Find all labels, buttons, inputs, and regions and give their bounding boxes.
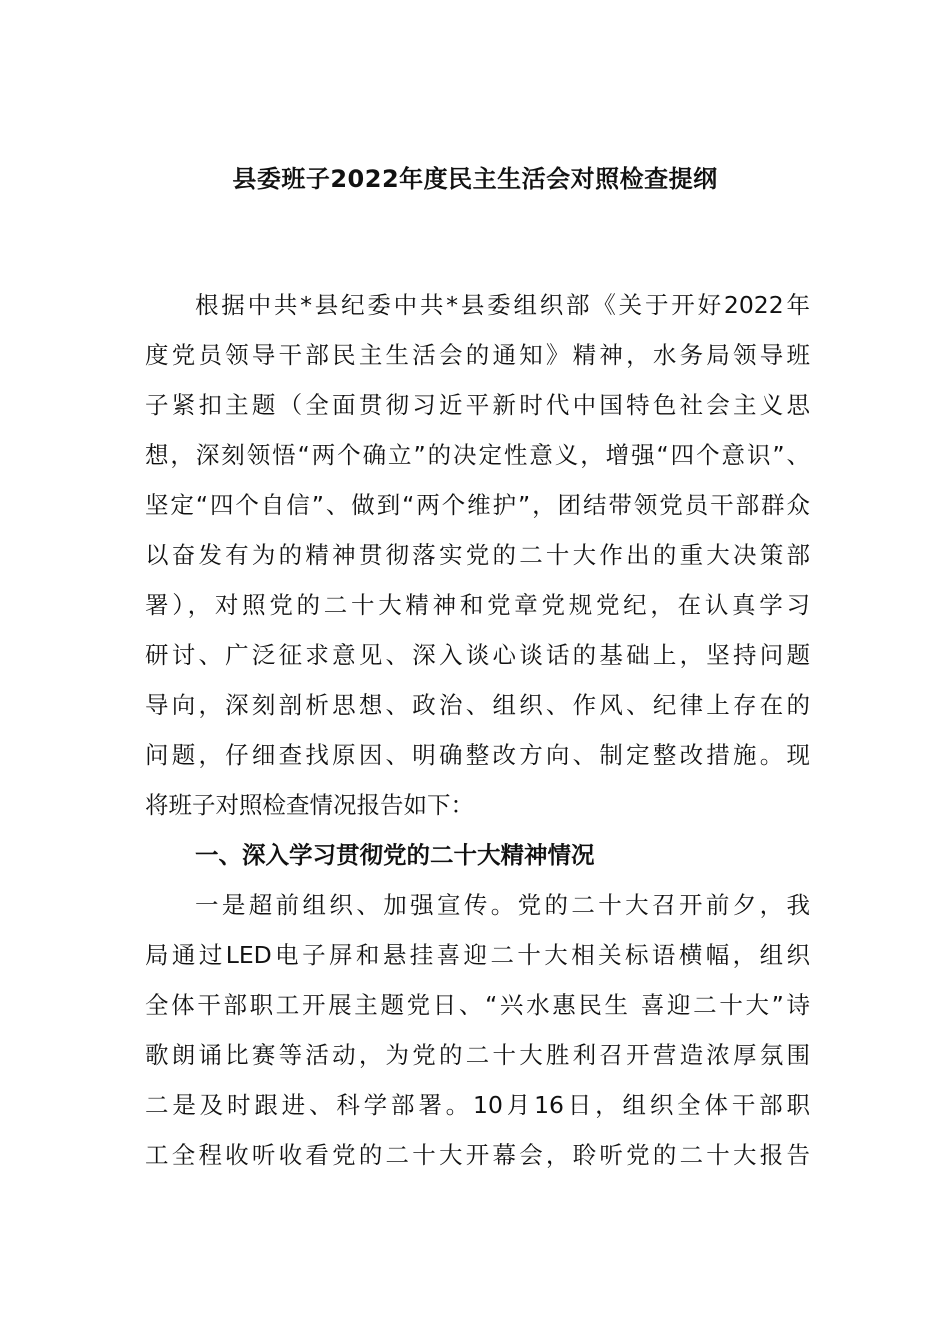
paragraph-line: 问题，仔细查找原因、明确整改方向、制定整改措施。现	[145, 741, 810, 769]
paragraph-line: 以奋发有为的精神贯彻落实党的二十大作出的重大决策部	[145, 541, 810, 569]
paragraph-line: 歌朗诵比赛等活动，为党的二十大胜利召开营造浓厚氛围	[145, 1041, 810, 1069]
paragraph-line: 导向，深刻剖析思想、政治、组织、作风、纪律上存在的	[145, 691, 810, 719]
paragraph-line: 研讨、广泛征求意见、深入谈心谈话的基础上，坚持问题	[145, 641, 810, 669]
paragraph-line: 一是超前组织、加强宣传。党的二十大召开前夕，我	[195, 891, 810, 919]
document-body	[145, 280, 810, 1180]
paragraph-line: 子紧扣主题（全面贯彻习近平新时代中国特色社会主义思	[145, 391, 810, 419]
document-title: 县委班子2022年度民主生活会对照检查提纲	[232, 165, 718, 193]
paragraph-line: 度党员领导干部民主生活会的通知》精神，水务局领导班	[145, 341, 810, 369]
paragraph-line: 二是及时跟进、科学部署。10月16日，组织全体干部职	[145, 1091, 810, 1119]
paragraph-line: 根据中共*县纪委中共*县委组织部《关于开好2022年	[195, 291, 810, 319]
paragraph-line: 工全程收听收看党的二十大开幕会，聆听党的二十大报告	[145, 1141, 810, 1169]
section-heading: 一、深入学习贯彻党的二十大精神情况	[195, 841, 595, 869]
paragraph-line: 全体干部职工开展主题党日、“兴水惠民生 喜迎二十大”诗	[145, 991, 810, 1019]
paragraph-line: 想，深刻领悟“两个确立”的决定性意义，增强“四个意识”、	[145, 441, 810, 469]
paragraph-line: 坚定“四个自信”、做到“两个维护”，团结带领党员干部群众	[145, 491, 810, 519]
paragraph-line: 将班子对照检查情况报告如下：	[145, 791, 474, 819]
paragraph-line: 局通过LED电子屏和悬挂喜迎二十大相关标语横幅，组织	[145, 941, 810, 969]
paragraph-line: 署），对照党的二十大精神和党章党规党纪，在认真学习	[145, 591, 810, 619]
